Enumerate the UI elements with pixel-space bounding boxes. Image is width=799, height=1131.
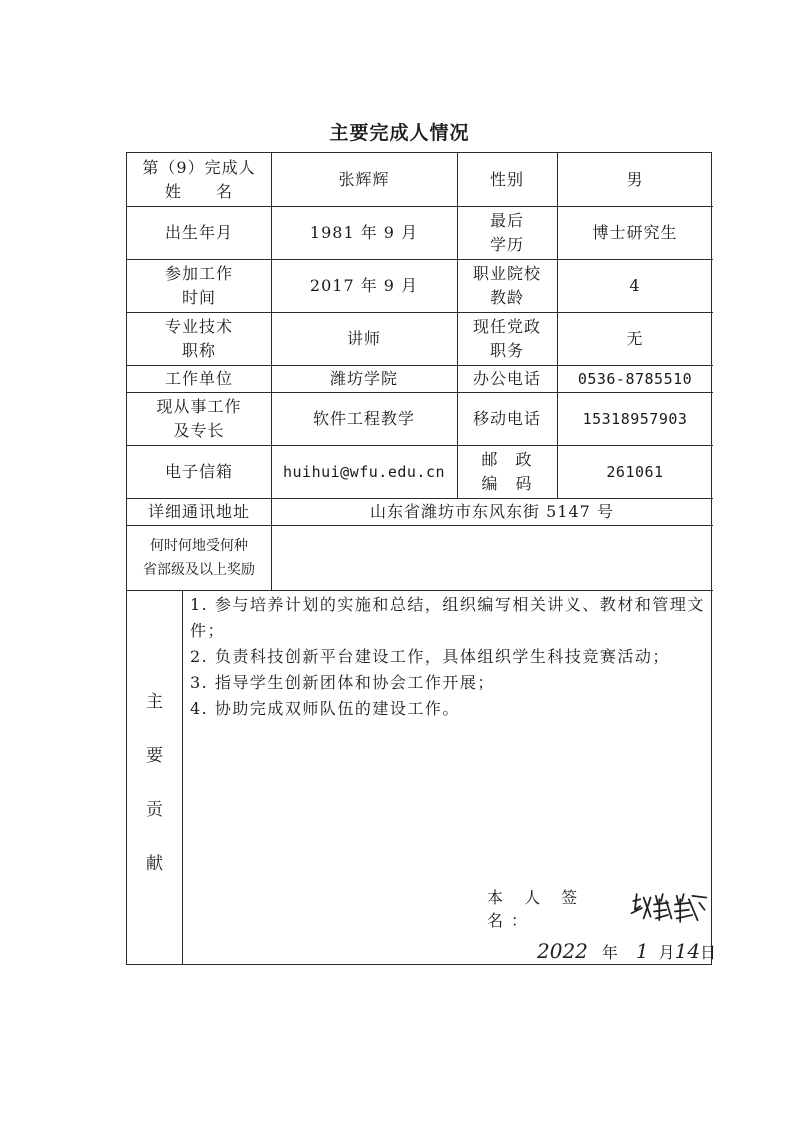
contribution-label-char: 主: [146, 692, 163, 712]
signature-row: [487, 885, 711, 931]
label-completer-order: 第（9）完成人: [142, 157, 256, 177]
value-party-post: 无: [626, 328, 644, 348]
date-month: 1: [635, 939, 649, 963]
value-mobile-phone: 15318957903: [582, 409, 688, 428]
date-day: 14: [674, 939, 701, 963]
contribution-label-char: 要: [146, 746, 163, 766]
label-office-phone: 办公电话: [472, 368, 541, 388]
date-year-unit: 年: [601, 943, 618, 962]
value-birth: 1981 年 9 月: [309, 222, 419, 242]
contribution-item: 2. 负责科技创新平台建设工作，具体组织学生科技竞赛活动；: [190, 647, 670, 666]
signature-date: [537, 939, 716, 963]
label-specialty-line1: 现从事工作: [156, 396, 242, 416]
label-party-post-line1: 现任党政: [472, 316, 541, 336]
contribution-label-char: 献: [146, 854, 163, 874]
label-name-cell: [127, 153, 271, 206]
label-postcode-line1: 邮 政: [481, 449, 533, 469]
contribution-item: 1. 参与培养计划的实施和总结，组织编写相关讲义、教材和管理文件；: [190, 595, 705, 640]
contribution-item: 4. 协助完成双师队伍的建设工作。: [190, 699, 460, 718]
contribution-item: 3. 指导学生创新团体和协会工作开展；: [190, 673, 495, 692]
label-party-post-cell: [457, 312, 557, 365]
label-postcode-line2: 编 码: [481, 473, 533, 493]
label-work-start-line1: 参加工作: [164, 263, 233, 283]
label-gender: 性别: [489, 169, 524, 189]
value-teaching-years: 4: [629, 275, 641, 295]
handwritten-signature: [628, 888, 711, 928]
label-awards-line1: 何时何地受何种: [150, 537, 248, 554]
value-specialty: 软件工程教学: [312, 408, 415, 428]
date-day-unit: 日: [700, 943, 717, 962]
date-month-unit: 月: [658, 943, 675, 962]
label-title-line1: 专业技术: [164, 316, 233, 336]
label-education-line2: 学历: [489, 234, 524, 254]
contribution-label-char: 贡: [146, 800, 163, 820]
value-work-start: 2017 年 9 月: [309, 275, 419, 295]
label-awards-line2: 省部级及以上奖励: [143, 561, 255, 578]
signature-label: 本 人 签 名：: [487, 888, 586, 930]
value-title: 讲师: [346, 328, 381, 348]
label-title-line2: 职称: [181, 340, 216, 360]
label-awards-cell: [127, 525, 271, 590]
label-party-post-line2: 职务: [489, 340, 524, 360]
personnel-info-table: [126, 152, 717, 965]
label-postcode-cell: [457, 445, 557, 498]
label-address: 详细通讯地址: [147, 501, 250, 521]
label-mobile-phone: 移动电话: [472, 408, 541, 428]
label-main-contribution: [127, 591, 182, 966]
value-gender: 男: [626, 169, 644, 189]
value-awards: [271, 525, 713, 590]
label-specialty-cell: [127, 392, 271, 445]
label-teaching-years-cell: [457, 259, 557, 312]
value-address: 山东省潍坊市东风东街 5147 号: [370, 501, 614, 521]
label-teaching-years-line1: 职业院校: [472, 263, 541, 283]
label-birth: 出生年月: [164, 222, 233, 242]
label-work-start-cell: [127, 259, 271, 312]
value-postcode: 261061: [606, 462, 664, 481]
value-education: 博士研究生: [592, 222, 678, 242]
page-title: 主要完成人情况: [329, 122, 470, 144]
label-education-cell: [457, 206, 557, 259]
label-email: 电子信箱: [164, 461, 233, 481]
label-work-start-line2: 时间: [181, 287, 216, 307]
value-email: huihui@wfu.edu.cn: [282, 462, 446, 481]
value-office-phone: 0536-8785510: [577, 369, 693, 388]
label-teaching-years-line2: 教龄: [489, 287, 524, 307]
label-title-cell: [127, 312, 271, 365]
value-employer: 潍坊学院: [329, 368, 398, 388]
value-name: 张辉辉: [338, 169, 390, 189]
label-employer: 工作单位: [164, 368, 233, 388]
label-education-line1: 最后: [489, 210, 524, 230]
date-year: 2022: [537, 939, 588, 963]
label-name: 姓 名: [164, 181, 233, 201]
label-specialty-line2: 及专长: [173, 420, 225, 440]
